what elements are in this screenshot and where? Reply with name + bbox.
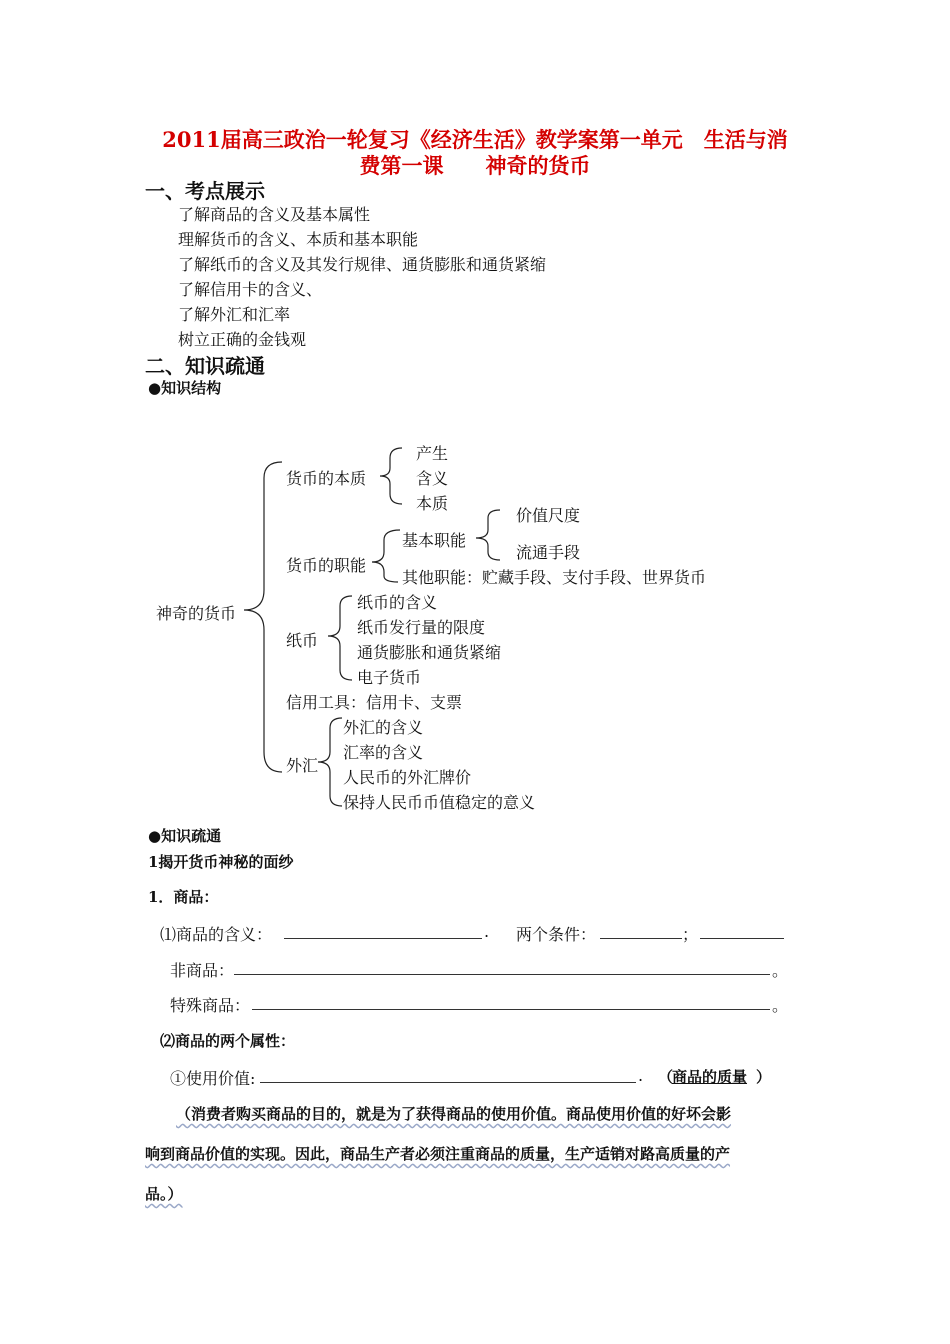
section1-heading: 一、考点展示 (145, 179, 265, 203)
use-note-close: ） (756, 1068, 772, 1086)
objective-item: 树立正确的金钱观 (178, 330, 307, 349)
tree-essence-label: 货币的本质 (286, 469, 367, 488)
knowledge-structure-label: ●知识结构 (148, 379, 222, 397)
blank-non-goods[interactable] (234, 973, 770, 975)
use-note-open: （ (658, 1068, 674, 1086)
section2-heading: 二、知识疏通 (145, 354, 265, 378)
tree-root: 神奇的货币 (156, 604, 237, 623)
question-2-heading: ⑵商品的两个属性： (160, 1032, 296, 1050)
blank-use-value[interactable] (260, 1081, 636, 1083)
objective-item: 了解外汇和汇率 (178, 305, 291, 324)
objective-item: 理解货币的含义、本质和基本职能 (178, 230, 419, 249)
knowledge-review-label: ●知识疏通 (148, 827, 222, 845)
tree-essence-child: 本质 (416, 494, 449, 513)
q1a-label: ⑴商品的含义： (160, 925, 273, 944)
special-goods-label: 特殊商品： (170, 996, 251, 1015)
q1a-conditions-label: 两个条件： (516, 925, 597, 944)
tree-paper-child: 通货膨胀和通货紧缩 (357, 643, 502, 662)
paragraph-line-3: 品。） (145, 1185, 183, 1203)
objective-item: 了解信用卡的含义、 (178, 280, 323, 299)
tree-paper-child: 纸币的含义 (357, 593, 438, 612)
tree-forex-child: 汇率的含义 (343, 743, 424, 762)
tree-credit: 信用工具：信用卡、支票 (286, 693, 463, 712)
tree-forex-child: 保持人民币币值稳定的意义 (343, 793, 536, 812)
tree-function-label: 货币的职能 (286, 556, 367, 575)
blank-commodity-meaning[interactable] (284, 937, 482, 939)
document-title-line2: 费第一课 神奇的货币 (359, 153, 591, 178)
tree-forex-label: 外汇 (286, 756, 319, 775)
use-note-text: 商品的质量 (672, 1068, 748, 1086)
document-title-line1: 2011届高三政治一轮复习《经济生活》教学案第一单元 生活与消 (162, 127, 788, 152)
paragraph-line-2: 响到商品价值的实现。因此，商品生产者必须注重商品的质量，生产适销对路高质量的产 (145, 1145, 731, 1163)
lesson-heading: 1揭开货币神秘的面纱 (148, 853, 294, 871)
tree-paper-child: 纸币发行量的限度 (357, 618, 486, 637)
tree-paper-child: 电子货币 (357, 668, 422, 687)
tree-paper-label: 纸币 (286, 631, 319, 650)
tree-basic-child: 价值尺度 (516, 506, 581, 525)
objective-item: 了解商品的含义及基本属性 (178, 205, 371, 224)
blank-condition-2[interactable] (700, 937, 784, 939)
paragraph-line-1: （消费者购买商品的目的，就是为了获得商品的使用价值。商品使用价值的好坏会影 (176, 1105, 732, 1123)
q1a-separator: ； (682, 925, 699, 944)
non-goods-label: 非商品： (170, 961, 235, 980)
tree-essence-child: 含义 (416, 469, 449, 488)
tree-forex-child: 人民币的外汇牌价 (343, 768, 472, 787)
use-value-label: ①使用价值: (170, 1069, 256, 1088)
use-value-dot: . (638, 1066, 644, 1085)
special-goods-period: 。 (772, 996, 789, 1015)
blank-special-goods[interactable] (252, 1008, 770, 1010)
question-1-heading: 1．商品： (148, 888, 219, 906)
tree-other-function: 其他职能：贮藏手段、支付手段、世界货币 (402, 568, 707, 587)
tree-forex-child: 外汇的含义 (343, 718, 424, 737)
blank-condition-1[interactable] (600, 937, 682, 939)
tree-basic-child: 流通手段 (516, 543, 581, 562)
objective-item: 了解纸币的含义及其发行规律、通货膨胀和通货紧缩 (178, 255, 547, 274)
tree-basic-function: 基本职能 (402, 531, 467, 550)
non-goods-period: 。 (772, 961, 789, 980)
tree-essence-child: 产生 (416, 444, 449, 463)
q1a-dot: . (484, 922, 490, 941)
